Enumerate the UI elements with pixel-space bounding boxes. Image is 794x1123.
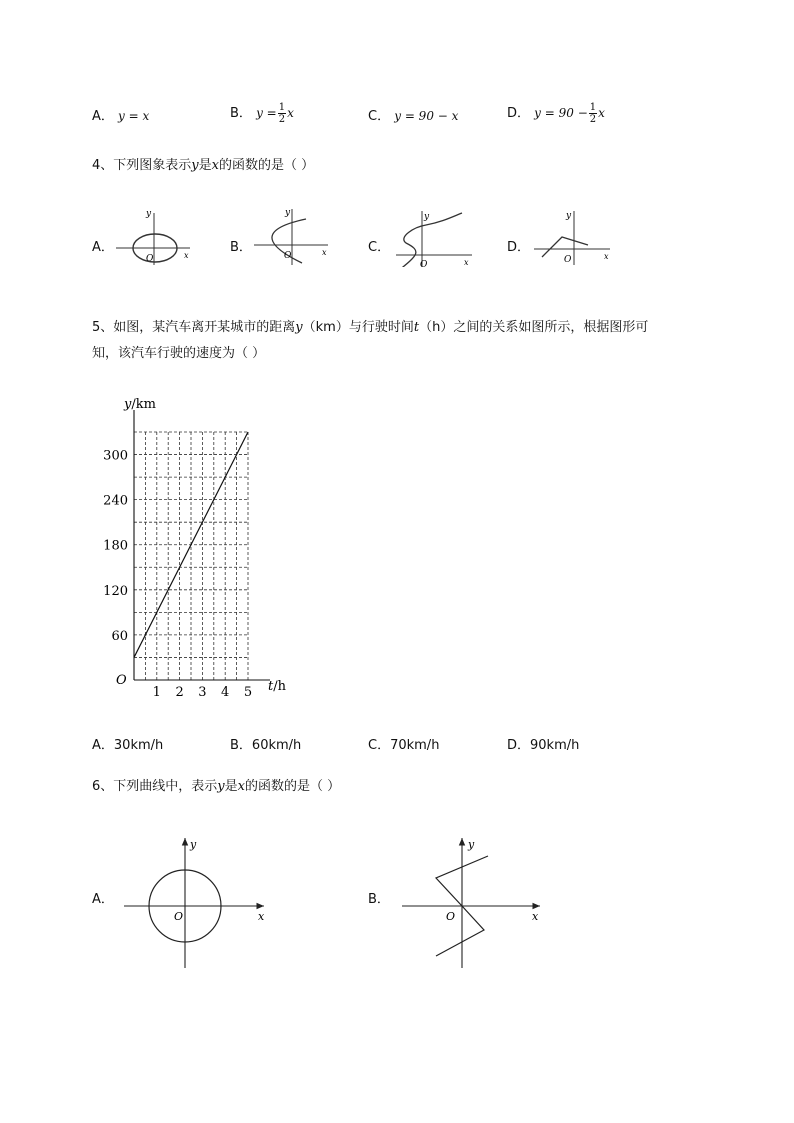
- x-tick-label: 5: [243, 685, 253, 700]
- chart-tick-labels: [103, 397, 286, 700]
- y-axis-label: y: [285, 208, 291, 218]
- origin-label: O: [284, 251, 292, 261]
- q5-option-a: A．30km/h: [92, 738, 164, 753]
- origin-label: O: [420, 260, 428, 267]
- q6-option-a-label: A．: [92, 892, 114, 907]
- q4-graph-d: [530, 205, 614, 267]
- option-value: 90km/h: [530, 738, 580, 753]
- option-letter: A．: [92, 109, 114, 124]
- chart-grid: [134, 432, 248, 680]
- q3-option-c: [368, 106, 458, 127]
- q5-option-d: D．90km/h: [507, 738, 580, 753]
- option-letter: C．: [368, 109, 391, 124]
- y-tick-label: 60: [111, 628, 128, 644]
- y-axis-label: y/km: [124, 397, 156, 412]
- fraction: $\frac{1}{2}$: [278, 102, 286, 125]
- option-expression-rhs: x: [287, 106, 294, 120]
- fraction: $\frac{1}{2}$: [589, 102, 597, 125]
- option-letter: D．: [507, 106, 531, 121]
- x-tick-label: 3: [198, 685, 207, 700]
- y-tick-label: 240: [103, 493, 128, 509]
- y-axis-label: y: [146, 209, 152, 219]
- x-axis-label: x: [604, 252, 609, 261]
- option-expression-lhs: y =: [256, 106, 277, 120]
- x-axis-label: x: [258, 910, 265, 923]
- y-axis-label: y: [424, 212, 430, 222]
- q4-option-b-label: B．: [230, 240, 252, 255]
- q5-distance-time-chart: [96, 390, 306, 710]
- q4-graph-b: [250, 205, 334, 267]
- x-axis-label: x: [532, 910, 539, 923]
- option-expression: y = 90 − x: [394, 109, 459, 123]
- origin-label: O: [564, 255, 572, 265]
- variable-y: y: [217, 779, 225, 794]
- variable-x: x: [237, 779, 245, 794]
- origin-label: O: [116, 673, 127, 688]
- option-expression-rhs: x: [598, 106, 605, 120]
- q4-option-c-label: C．: [368, 240, 391, 255]
- variable-y: y: [191, 158, 199, 173]
- q5-option-c: C．70km/h: [368, 738, 440, 753]
- option-letter: B．: [230, 106, 252, 121]
- x-tick-label: 4: [221, 685, 230, 700]
- q4-option-a-label: A．: [92, 240, 114, 255]
- q6-graph-b: [398, 832, 558, 972]
- y-tick-label: 120: [103, 583, 128, 599]
- variable-x: x: [211, 158, 219, 173]
- q3-option-d: [507, 102, 605, 125]
- option-value: 70km/h: [390, 738, 440, 753]
- y-tick-label: 300: [103, 448, 128, 464]
- q3-option-b: [230, 102, 294, 125]
- x-axis-label: t/h: [268, 679, 286, 694]
- option-expression: y = x: [118, 109, 150, 123]
- q6-graph-a: [120, 832, 280, 972]
- variable-y: y: [295, 320, 303, 335]
- q3-option-a: [92, 106, 149, 127]
- q4-graph-a: [112, 205, 196, 267]
- y-axis-label: y: [566, 211, 572, 221]
- x-tick-label: 2: [175, 685, 184, 700]
- q4-option-d-label: D．: [507, 240, 531, 255]
- q6-option-b-label: B．: [368, 892, 390, 907]
- q4-stem: 4、下列图象表示y是x的函数的是（ ）: [92, 158, 315, 173]
- q4-graph-c: [392, 205, 476, 267]
- option-expression-lhs: y = 90 −: [534, 106, 588, 120]
- origin-label: O: [146, 254, 154, 264]
- y-axis-label: y: [190, 838, 197, 851]
- option-value: 30km/h: [113, 738, 164, 753]
- y-tick-label: 180: [103, 538, 128, 554]
- x-axis-label: x: [322, 248, 327, 257]
- q5-stem-line2: 知，该汽车行驶的速度为（ ）: [92, 346, 266, 361]
- y-axis-label: y: [468, 838, 475, 851]
- origin-label: O: [174, 910, 184, 923]
- origin-label: O: [446, 910, 456, 923]
- x-axis-label: x: [184, 251, 189, 260]
- q5-stem-line1: 5、如图，某汽车离开某城市的距离y（km）与行驶时间t（h）之间的关系如图所示，根据图形可: [92, 320, 649, 335]
- variable-t: t: [413, 320, 420, 335]
- option-value: 60km/h: [251, 738, 302, 753]
- x-tick-label: 1: [152, 685, 161, 700]
- piecewise-line: [542, 237, 588, 257]
- s-curve: [398, 213, 462, 267]
- q5-option-b: B．60km/h: [230, 738, 302, 753]
- x-axis-label: x: [464, 258, 469, 267]
- q6-stem: 6、下列曲线中，表示y是x的函数的是（ ）: [92, 779, 341, 794]
